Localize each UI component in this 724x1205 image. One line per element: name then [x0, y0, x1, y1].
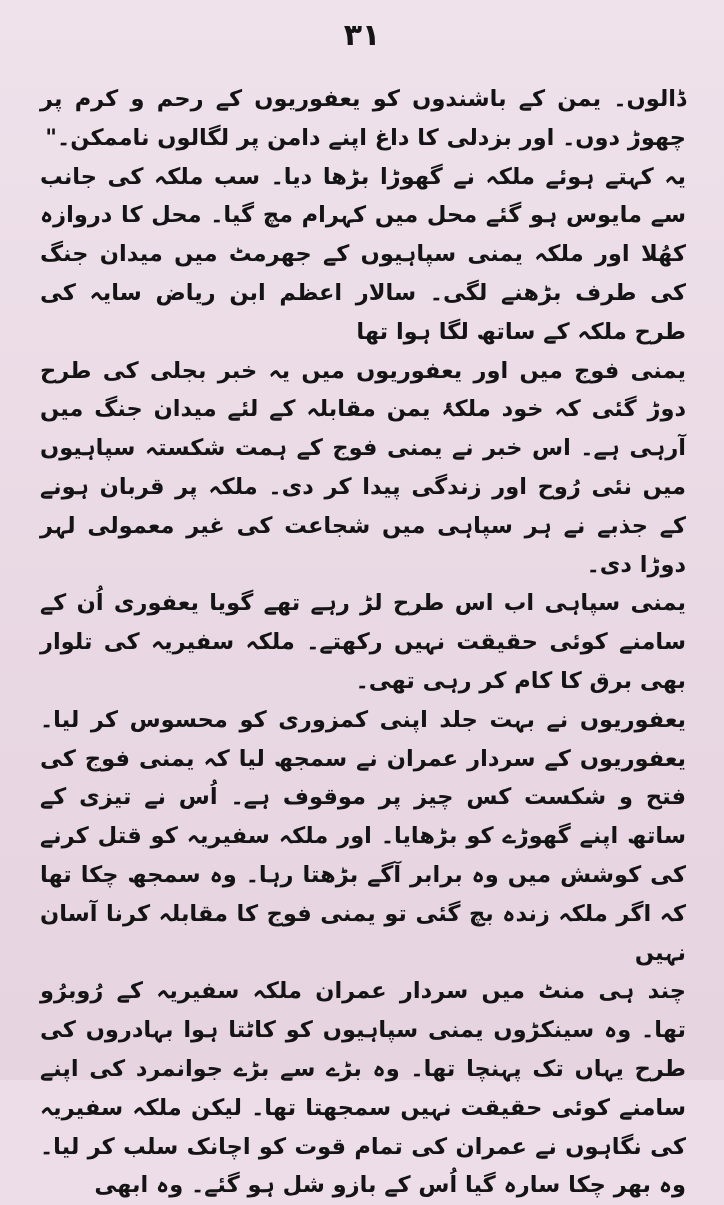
paragraph: یمنی سپاہی اب اس طرح لڑ رہے تھے گویا یعفوری اُن کے سامنے کوئی حقیقت نہیں رکھتے۔ ملکہ سفیریہ کی تلوار بھی برق کا کام کر رہی تھی۔ — [40, 590, 686, 694]
paragraph: یہ کہتے ہوئے ملکہ نے گھوڑا بڑھا دیا۔ سب ملکہ کی جانب سے مایوس ہو گئے محل میں کہرام مچ گیا۔ محل کا دروازہ کھُلا اور ملکہ یمنی سپاہیوں کے جھرمٹ میں میدان جنگ کی طرف بڑھنے لگی۔ سالار اعظم ابن ریاض سایہ کی طرح ملکہ کے ساتھ لگا ہوا تھا — [40, 163, 686, 345]
paragraph: چند ہی منٹ میں سردار عمران ملکہ سفیریہ کے رُوبرُو تھا۔ وہ سینکڑوں یمنی سپاہیوں کو کاٹتا ہوا بہادروں کی طرح یہاں تک پہنچا تھا۔ وہ بڑے سے بڑے جوانمرد کی اپنے سامنے کوئی حقیقت نہیں سمجھتا تھا۔ لیکن ملکہ سفیریہ کی نگاہوں نے عمران کی تمام قوت کو اچانک سلب کر لیا۔ وہ بھر چکا سارہ گیا اُس کے بازو شل ہو گئے۔ وہ ابھی — [40, 978, 686, 1199]
page-body-text — [40, 80, 686, 1205]
paragraph: یمنی فوج میں اور یعفوریوں میں یہ خبر بجلی کی طرح دوڑ گئی کہ خود ملکۂ یمن مقابلہ کے لئے میدان جنگ میں آرہی ہے۔ اس خبر نے یمنی فوج کے ہمت شکستہ سپاہیوں میں نئی رُوح اور زندگی پیدا کر دی۔ ملکہ پر قربان ہونے کے جذبے نے ہر سپاہی میں شجاعت کی غیر معمولی لہر دوڑا دی۔ — [40, 357, 686, 578]
page-number: ۳۱ — [343, 18, 381, 53]
paragraph: ڈالوں۔ یمن کے باشندوں کو یعفوریوں کے رحم و کرم پر چھوڑ دوں۔ اور بزدلی کا داغ اپنے دامن پر لگالوں ناممکن۔" — [40, 86, 686, 151]
paragraph: یعفوریوں نے بہت جلد اپنی کمزوری کو محسوس کر لیا۔ یعفوریوں کے سردار عمران نے سمجھ لیا کہ یمنی فوج کی فتح و شکست کس چیز پر موقوف ہے۔ اُس نے تیزی کے ساتھ اپنے گھوڑے کو بڑھایا۔ اور ملکہ سفیریہ کو قتل کرنے کی کوشش میں وہ برابر آگے بڑھتا رہا۔ وہ سمجھ چکا تھا کہ اگر ملکہ زندہ بچ گئی تو یمنی فوج کا مقابلہ کرنا آسان نہیں — [40, 706, 686, 966]
